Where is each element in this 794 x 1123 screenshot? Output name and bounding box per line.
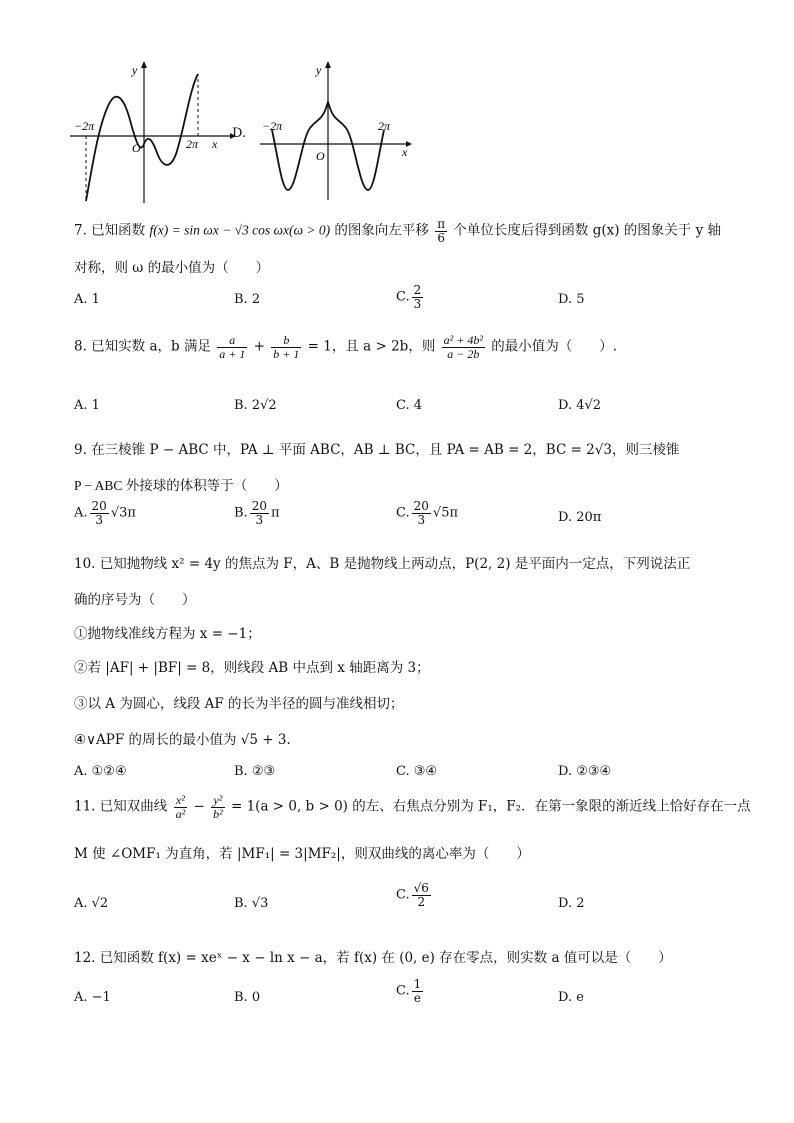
graph-right-x-label: x — [402, 145, 408, 159]
q12-option-a: A. −1 — [74, 990, 111, 1005]
graph-right-option-label: D. — [232, 126, 247, 141]
q12-option-b: B. 0 — [234, 990, 261, 1005]
graph-right — [256, 58, 426, 208]
q10-statement-3: ③以 A 为圆心，线段 AF 的长为半径的圆与准线相切； — [74, 696, 404, 712]
question-12-line1: 12. 已知函数 f(x) = xeˣ − x − ln x − a，若 f(x) 在 (0, e) 存在零点，则实数 a 值可以是（ ） — [74, 950, 672, 966]
q8-option-d: D. 4√2 — [558, 398, 602, 413]
q11-option-b: B. √3 — [234, 896, 269, 911]
q10-statement-2: ②若 |AF| + |BF| = 8，则线段 AB 中点到 x 轴距离为 3； — [74, 660, 430, 676]
q8-option-c: C. 4 — [396, 398, 423, 413]
question-9-line1: 9. 在三棱锥 P − ABC 中，PA ⊥ 平面 ABC，AB ⊥ BC，且 PA = AB = 2，BC = 2√3，则三棱锥 — [74, 442, 680, 458]
question-11-line2: M 使 ∠OMF₁ 为直角，若 |MF₁| = 3|MF₂|，则双曲线的离心率为（ ） — [74, 846, 530, 862]
q7-expression: f(x) = sin ωx − √3 cos ωx(ω > 0) — [149, 222, 331, 238]
graph-right-y-label: y — [316, 63, 322, 77]
q11-option-c: C. $\frac{√6}{2}$ — [396, 881, 429, 909]
question-8-line: 8. 已知实数 a，b 满足 $\frac{a}{a + 1}$ + $\frac{b}{b + 1}$ = 1，且 a > 2b，则 $\frac{\text{a² + 4b²}}{a - 2b}$ 的最小值为（ ）. — [74, 333, 618, 361]
q9-option-b: B. $\frac{20}{3}$ π — [234, 499, 280, 527]
question-11-line1: 11. 已知双曲线 $\frac{\text{x²}}{\text{a²}}$ − $\frac{\text{y²}}{\text{b²}}$ = 1(a > 0, b > 0) 的左、右焦点分别为 F₁，F₂．在第一象限的渐近线上恰好存在一点 — [74, 793, 751, 821]
q7-option-a: A. 1 — [74, 292, 100, 307]
q10-option-b: B. ②③ — [234, 764, 276, 779]
q7-option-c: C. $\frac{2}{3}$ — [396, 283, 422, 311]
q9-option-c: C. $\frac{20}{3}$ √5π — [396, 499, 459, 527]
graph-left-left-tick: −2π — [74, 119, 95, 133]
q11-option-d: D. 2 — [558, 896, 585, 911]
q9-option-d: D. 20π — [558, 510, 602, 525]
graph-right-origin: O — [316, 149, 325, 163]
q8-option-b: B. 2√2 — [234, 398, 277, 413]
q7-fraction: $\frac{\pi}{6}$ — [437, 217, 446, 245]
graph-left-x-label: x — [212, 137, 218, 151]
q10-option-a: A. ①②④ — [74, 764, 127, 779]
graph-left-origin: O — [132, 141, 141, 155]
graph-right-left-tick: −2π — [262, 119, 283, 133]
q12-option-d: D. e — [558, 990, 584, 1005]
graph-left-right-tick: 2π — [186, 137, 199, 151]
q10-option-d: D. ②③④ — [558, 764, 612, 779]
question-10-line2: 确的序号为（ ） — [74, 592, 196, 608]
q9-option-a: A. $\frac{20}{3}$ √3π — [74, 499, 136, 527]
question-10-line1: 10. 已知抛物线 x² = 4y 的焦点为 F，A、B 是抛物线上两动点，P(2, 2) 是平面内一定点，下列说法正 — [74, 556, 691, 572]
q12-option-c: C. $\frac{1}{e}$ — [396, 977, 422, 1005]
q10-statement-1: ①抛物线准线方程为 x = −1； — [74, 626, 261, 642]
q10-option-c: C. ③④ — [396, 764, 438, 779]
graph-left — [60, 58, 240, 208]
question-9-line2: P − ABC 外接球的体积等于（ ） — [74, 478, 288, 493]
question-7-line2: 对称，则 ω 的最小值为（ ） — [74, 260, 270, 276]
q10-statement-4: ④∨APF 的周长的最小值为 √5 + 3． — [74, 732, 300, 748]
q11-option-a: A. √2 — [74, 896, 109, 911]
graph-left-y-label: y — [132, 63, 138, 77]
question-7-line1: 7. 已知函数 f(x) = sin ωx − √3 cos ωx(ω > 0) 的图象向左平移 $\frac{\pi}{6}$ 个单位长度后得到函数 g(x) 的图象关于 y 轴 — [74, 217, 721, 245]
q8-option-a: A. 1 — [74, 398, 100, 413]
q7-option-b: B. 2 — [234, 292, 261, 307]
q7-option-d: D. 5 — [558, 292, 585, 307]
graph-right-right-tick: 2π — [378, 119, 391, 133]
